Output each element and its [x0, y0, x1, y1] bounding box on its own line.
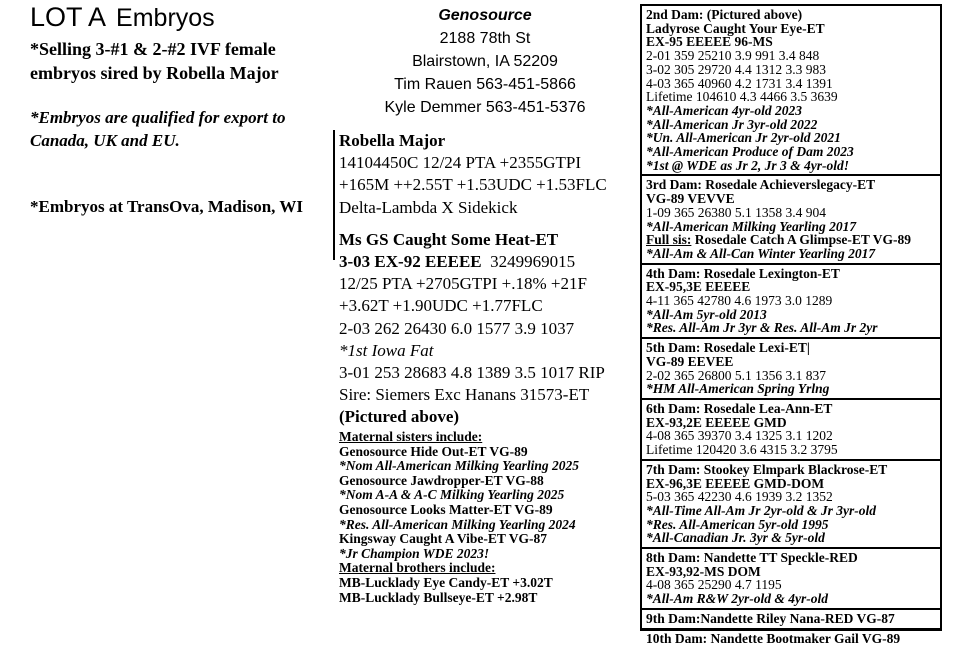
export-line-1: *Embryos are qualified for export to — [30, 108, 286, 127]
sire-name: Robella Major — [339, 131, 446, 150]
selling-line-1: *Selling 3-#1 & 2-#2 IVF female — [30, 39, 276, 59]
dam-7-award: *All-Time All-Am Jr 2yr-old & Jr 3yr-old — [646, 502, 876, 518]
vertical-rule — [333, 130, 335, 260]
dam-2-record: Lifetime 104610 4.3 4466 3.5 3639 — [646, 89, 838, 105]
brother-name: MB-Lucklady Eye Candy-ET +3.02T — [339, 574, 553, 590]
dam-5-section — [642, 339, 940, 398]
dam-4-class: EX-95,3E EEEEE — [646, 279, 751, 295]
sister-name: Genosource Hide Out-ET VG-89 — [339, 443, 528, 459]
dam-2-award: *All-American Produce of Dam 2023 — [646, 144, 854, 160]
sire-line-1: 14104450C 12/24 PTA +2355GTPI — [339, 153, 581, 173]
dam-4-award: *Res. All-Am Jr 3yr & Res. All-Am Jr 2yr — [646, 320, 878, 336]
dam-7-record: 5-03 365 42230 4.6 1939 3.2 1352 — [646, 489, 833, 505]
dam-2-award: *Un. All-American Jr 2yr-old 2021 — [646, 130, 841, 146]
dam-8-award: *All-Am R&W 2yr-old & 4yr-old — [646, 591, 829, 607]
dam-6-section — [642, 400, 940, 459]
dam-4-section — [642, 265, 940, 338]
contact-phone-tim: Tim Rauen 563-451-5866 — [394, 76, 576, 93]
dam-2-record: 3-02 305 29720 4.4 1312 3.3 983 — [646, 61, 826, 77]
dam-5-title: 5th Dam: Rosedale Lexi-ET| — [646, 340, 810, 356]
pedigree-box — [640, 4, 942, 646]
contact-city: Blairstown, IA 52209 — [412, 53, 558, 70]
dam-4-title: 4th Dam: Rosedale Lexington-ET — [646, 265, 840, 281]
contact-address: 2188 78th St — [439, 30, 531, 47]
brother-name: MB-Lucklady Bullseye-ET +2.98T — [339, 589, 538, 605]
dam-2-section — [642, 6, 940, 174]
dam-3-fullsis-award: *All-Am & All-Can Winter Yearling 2017 — [646, 245, 876, 261]
selling-line-2: embryos sired by Robella Major — [30, 63, 279, 83]
sire-dam-block — [339, 130, 639, 429]
dam-3-title: 3rd Dam: Rosedale Achieverslegacy-ET — [646, 177, 876, 193]
sister-note: *Nom All-American Milking Yearling 2025 — [339, 458, 580, 474]
dam-7-award: *All-Canadian Jr. 3yr & 5yr-old — [646, 530, 825, 546]
dam-4-award: *All-Am 5yr-old 2013 — [646, 306, 767, 322]
dam-2-award: *1st @ WDE as Jr 2, Jr 3 & 4yr-old! — [646, 157, 850, 173]
dam-3-section — [642, 176, 940, 262]
sisters-header: Maternal sisters include: — [339, 429, 483, 444]
dam-5-record: 2-02 365 26800 5.1 1356 3.1 837 — [646, 367, 826, 383]
dam-5-award: *HM All-American Spring Yrlng — [646, 381, 830, 397]
sire-line-3: Delta-Lambda X Sidekick — [339, 197, 518, 217]
sire-line-2: +165M ++2.55T +1.53UDC +1.53FLC — [339, 175, 607, 195]
dam-8-section — [642, 549, 940, 608]
dam-2-award: *All-American Jr 3yr-old 2022 — [646, 116, 818, 132]
dam-2-title: 2nd Dam: (Pictured above) — [646, 7, 803, 22]
lot-subtitle: Embryos — [116, 4, 215, 32]
dam-line-2: +3.62T +1.90UDC +1.77FLC — [339, 296, 543, 316]
dam-record-2: 3-01 253 28683 4.8 1389 3.5 1017 RIP — [339, 363, 605, 383]
dam-9-section — [642, 610, 940, 628]
dam-4-record: 4-11 365 42780 4.6 1973 3.0 1289 — [646, 293, 833, 309]
dam-6-lifetime: Lifetime 120420 3.6 4315 3.2 3795 — [646, 442, 838, 458]
sister-name: Genosource Jawdropper-ET VG-88 — [339, 472, 544, 488]
sister-name: Kingsway Caught A Vibe-ET VG-87 — [339, 531, 548, 547]
dam-3-class: VG-89 VEVVE — [646, 191, 735, 207]
dam-2-record: 2-01 359 25210 3.9 991 3.4 848 — [646, 48, 820, 64]
dam-class-line — [339, 251, 639, 273]
company-name: Genosource — [438, 7, 532, 24]
dam-6-record: 4-08 365 39370 3.4 1325 3.1 1202 — [646, 428, 833, 444]
dam-2-class: EX-95 EEEEE 96-MS — [646, 34, 773, 50]
dam-8-title: 8th Dam: Nandette TT Speckle-RED — [646, 550, 858, 566]
dam-6-class: EX-93,2E EEEEE GMD — [646, 414, 787, 430]
dam-7-title: 7th Dam: Stookey Elmpark Blackrose-ET — [646, 461, 888, 477]
dam-10-section — [642, 630, 940, 647]
dam-8-class: EX-93,92-MS DOM — [646, 563, 761, 579]
dam-6-title: 6th Dam: Rosedale Lea-Ann-ET — [646, 400, 833, 416]
maternal-block — [339, 430, 639, 605]
sister-note: *Jr Champion WDE 2023! — [339, 545, 490, 561]
dam-pictured: (Pictured above) — [339, 407, 460, 427]
dam-2-award: *All-American 4yr-old 2023 — [646, 102, 802, 118]
dam-reg: 3249969015 — [490, 252, 576, 272]
dam-3-award: *All-American Milking Yearling 2017 — [646, 218, 857, 234]
location-note: *Embryos at TransOva, Madison, WI — [30, 197, 303, 216]
sister-note: *Nom A-A & A-C Milking Yearling 2025 — [339, 487, 565, 503]
fullsis-label: Full sis: — [646, 232, 692, 248]
contact-phone-kyle: Kyle Demmer 563-451-5376 — [384, 99, 586, 116]
sister-note: *Res. All-American Milking Yearling 2024 — [339, 516, 576, 532]
dam-2-record: 4-03 365 40960 4.2 1731 3.4 1391 — [646, 75, 833, 91]
dam-2-name: Ladyrose Caught Your Eye-ET — [646, 20, 825, 36]
dam-5-class: VG-89 EEVEE — [646, 353, 734, 369]
export-line-2: Canada, UK and EU. — [30, 131, 180, 150]
dam-7-section — [642, 461, 940, 547]
dam-3-fullsis — [646, 233, 940, 247]
contact-block — [335, 4, 635, 119]
dam-name: Ms GS Caught Some Heat-ET — [339, 229, 559, 249]
dam-8-record: 4-08 365 25290 4.7 1195 — [646, 577, 782, 593]
dam-9-line: 9th Dam:Nandette Riley Nana-RED VG-87 — [646, 610, 895, 626]
brothers-header: Maternal brothers include: — [339, 560, 496, 576]
dam-line-1: 12/25 PTA +2705GTPI +.18% +21F — [339, 274, 587, 294]
dam-sire: Sire: Siemers Exc Hanans 31573-ET — [339, 385, 590, 405]
fullsis-name: Rosedale Catch A Glimpse-ET VG-89 — [691, 232, 912, 248]
sister-name: Genosource Looks Matter-ET VG-89 — [339, 501, 553, 517]
lot-title — [30, 2, 215, 33]
dam-7-award: *Res. All-American 5yr-old 1995 — [646, 516, 829, 532]
dam-classification: 3-03 EX-92 EEEEE — [339, 252, 482, 272]
dam-10-line: 10th Dam: Nandette Bootmaker Gail VG-89 — [646, 630, 901, 646]
lot-title-text: LOT A — [30, 2, 107, 32]
dam-award: *1st Iowa Fat — [339, 340, 434, 360]
dam-7-class: EX-96,3E EEEEE GMD-DOM — [646, 475, 825, 491]
dam-record-1: 2-03 262 26430 6.0 1577 3.9 1037 — [339, 318, 575, 338]
dam-3-record: 1-09 365 26380 5.1 1358 3.4 904 — [646, 204, 826, 220]
